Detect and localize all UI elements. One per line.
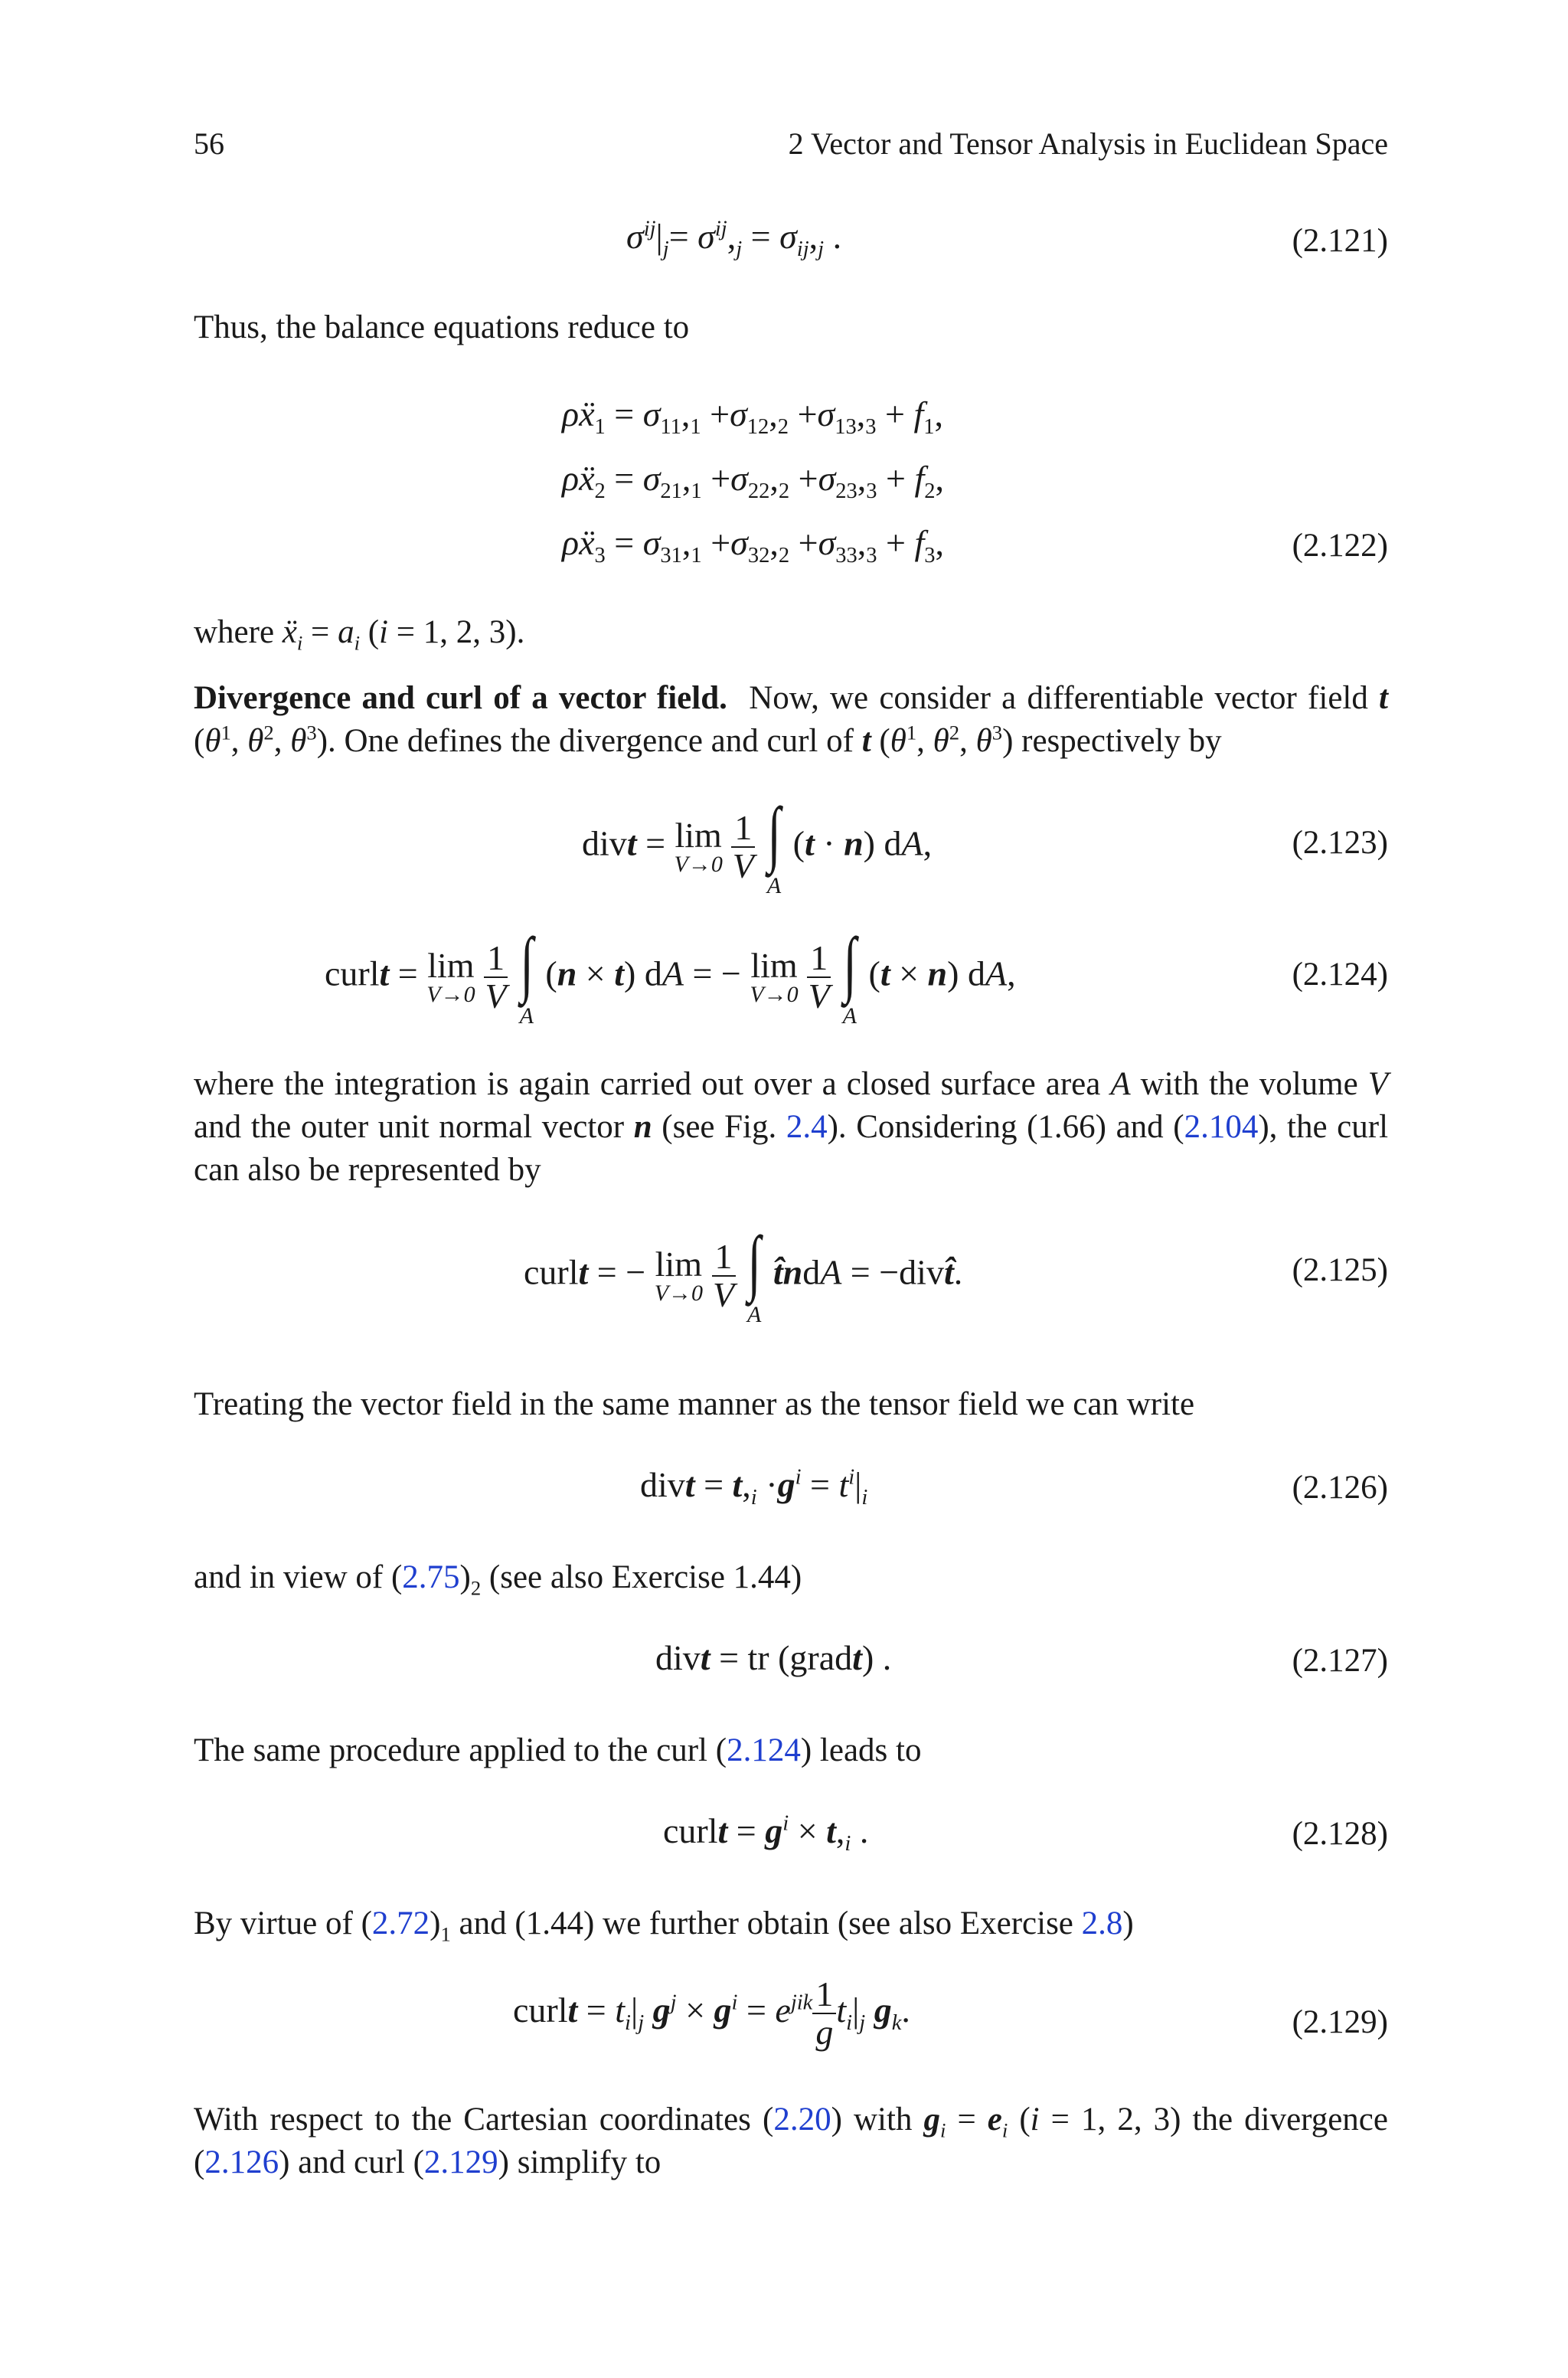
- equation-2-126: divt = $t,_i \cdot g^i = t^i|_i$: [640, 1465, 868, 1510]
- equation-number-2-127: (2.127): [1292, 1643, 1388, 1679]
- by-virtue-text: By virtue of: [194, 1905, 353, 1941]
- integration-text: where the integration is again carried out over a closed surface area: [194, 1066, 1101, 1102]
- equation-2-122-line3: ρẍ$_3$ = $\sigma_{31},_1 +\sigma_{32},_2 +\sigma_{33},_3 + f_3$,: [562, 523, 945, 568]
- equation-number-2-128: (2.128): [1292, 1816, 1388, 1852]
- see-exercise-text: (see also Exercise 1.44): [488, 1559, 802, 1595]
- balance-intro-text: Thus, the balance equations reduce to: [194, 309, 690, 345]
- equation-2-128: curlt = $g^i \times t,_i$ .: [663, 1811, 869, 1856]
- divergence-curl-paragraph: Divergence and curl of a vector field. Now, we consider a differentiable vector field t ($\theta^1$, $\theta^2$, $\theta^3$). One defines the divergence and curl of t ($\theta^1$, $\theta^2$, $\theta^3$) respectively by: [194, 680, 1388, 759]
- same-procedure-line: The same procedure applied to the curl (2.124) leads to: [194, 1732, 922, 1768]
- cartesian-paragraph: With respect to the Cartesian coordinates (2.20) with $g_i = e_i$ (i = 1, 2, 3) the divergence (2.126) and curl (2.129) simplify to: [194, 2102, 1388, 2180]
- equation-2-127: divt = tr (gradt) .: [655, 1638, 892, 1677]
- in-view-of-text: and in view of: [194, 1559, 384, 1595]
- running-title: 2 Vector and Tensor Analysis in Euclidean Space: [788, 126, 1388, 161]
- equation-number-2-129: (2.129): [1292, 2004, 1388, 2040]
- simplify-to-text: simplify to: [517, 2144, 662, 2180]
- link-eq-2-124[interactable]: 2.124: [727, 1732, 801, 1768]
- treating-text: Treating the vector field in the same manner as the tensor field we can write: [194, 1386, 1195, 1422]
- link-ex-2-8[interactable]: 2.8: [1081, 1905, 1123, 1941]
- link-eq-2-75[interactable]: 2.75: [402, 1559, 460, 1595]
- integration-paragraph: where the integration is again carried out over a closed surface area A with the volume V and the outer unit normal vector n (see Fig. 2.4). Considering (1.66) and (2.104), the curl can also be represented by: [194, 1066, 1389, 1188]
- where-acceleration-text: where ẍ$_i$ = $a_i$ (i = 1, 2, 3).: [194, 614, 525, 655]
- equation-number-2-122: (2.122): [1292, 528, 1388, 564]
- equation-number-2-124: (2.124): [1292, 957, 1388, 993]
- link-eq-2-104[interactable]: 2.104: [1184, 1109, 1259, 1145]
- section-heading: Divergence and curl of a vector field.: [194, 680, 727, 716]
- equation-2-122-line2: ρẍ$_2$ = $\sigma_{21},_1 +\sigma_{22},_2 +\sigma_{23},_3 + f_2$,: [562, 459, 945, 504]
- equation-number-2-121: (2.121): [1292, 223, 1388, 259]
- equation-2-125: curlt = − lim V→0 $\frac{1}{V}$ ∫ A t̂ndA = −divt̂.: [524, 1221, 963, 1327]
- equation-2-122-line1: ρẍ$_1$ = $\sigma_{11},_1 +\sigma_{12},_2 +\sigma_{13},_3 + f_1$,: [562, 394, 943, 440]
- equation-2-123: divt = lim V→0 $\frac{1}{V}$ ∫ A (t · n) dA,: [582, 792, 933, 898]
- leads-to-text: leads to: [819, 1732, 922, 1768]
- page-number: 56: [194, 126, 224, 161]
- equation-number-2-125: (2.125): [1292, 1252, 1388, 1288]
- equation-2-121: $\sigma^{ij}|_j= \sigma^{ij},_j = \sigma_{ij},_j$ .: [626, 217, 842, 262]
- in-view-of-line: and in view of $(2.75)_2$ (see also Exercise 1.44): [194, 1559, 802, 1600]
- further-obtain-text: and (1.44) we further obtain (see also Exercise: [459, 1905, 1073, 1941]
- link-eq-2-20[interactable]: 2.20: [773, 2102, 831, 2138]
- link-eq-2-129[interactable]: 2.129: [423, 2144, 498, 2180]
- link-eq-2-72[interactable]: 2.72: [371, 1905, 430, 1941]
- link-eq-2-126[interactable]: 2.126: [204, 2144, 279, 2180]
- with-respect-text: With respect to the Cartesian coordinates: [194, 2102, 751, 2138]
- equation-number-2-126: (2.126): [1292, 1470, 1388, 1506]
- same-procedure-text: The same procedure applied to the curl: [194, 1732, 707, 1768]
- link-fig-2-4[interactable]: 2.4: [786, 1109, 828, 1145]
- equation-number-2-123: (2.123): [1292, 825, 1388, 861]
- equation-2-129: curlt = $t_i|_j$ $g^j \times g^i = e^{jik}$ $\frac{1}{g}$ $t_i|_j$ $g_k$.: [513, 1974, 910, 2053]
- by-virtue-line: By virtue of $(2.72)_1$ and (1.44) we further obtain (see also Exercise 2.8): [194, 1905, 1134, 1946]
- equation-2-124: curlt = lim V→0 $\frac{1}{V}$ ∫ A (n × t) dA = − lim V→0 $\frac{1}{V}$ ∫ A (t × n) dA,: [325, 922, 1016, 1029]
